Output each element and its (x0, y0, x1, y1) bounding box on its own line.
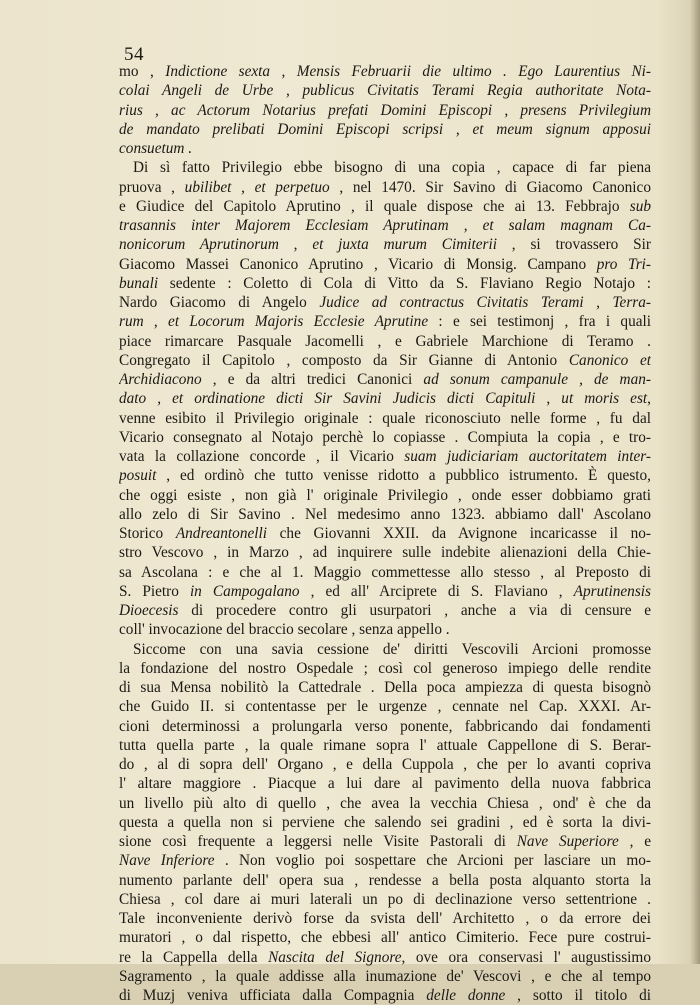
text-line (119, 524, 651, 543)
italic-text: Archidiacono (119, 371, 202, 388)
text-line (119, 216, 651, 235)
text-segment: venne esibito il Privilegio originale : quale riconosciuto nelle forme , fu dal (119, 409, 651, 427)
text-line (119, 659, 651, 678)
text-line (119, 505, 651, 524)
text-segment: tutta quella parte , la quale rimane sopra l' attuale Cappellone di S. Berar- (119, 736, 651, 754)
text-segment: di sua Mensa nobilitò la Cattedrale . Della poca ampiezza di questa bisognò (119, 679, 651, 696)
text-line (119, 620, 651, 639)
body-text (119, 62, 651, 1005)
text-segment: , sotto il titolo di (505, 987, 651, 1004)
text-line (119, 486, 651, 505)
text-segment: Congregato il Capitolo , composto da Sir Gianne di Antonio (119, 351, 569, 369)
text-line (119, 678, 651, 697)
italic-text: rum , et Locorum Majoris Ecclesie Aprutine (119, 313, 429, 331)
text-segment: , si trovassero Sir (496, 236, 651, 254)
italic-text: delle donne (426, 987, 506, 1004)
text-line (119, 640, 651, 659)
text-line (119, 62, 651, 81)
text-segment: sedente : Coletto di Cola di Vitto da S. Flaviano Regio Notajo : (158, 274, 651, 292)
italic-text: colai Angeli de Urbe , publicus Civitatis Terami Regia authoritate Nota- (119, 82, 651, 100)
text-line (119, 563, 651, 582)
text-segment: do , al di sopra dell' Organo , e della Cuppola , che per lo avanti copriva (119, 756, 651, 773)
text-line (119, 890, 651, 909)
text-segment: S. Pietro (119, 582, 190, 600)
text-segment: , e da altri tredici Canonici (201, 371, 424, 388)
italic-text: dato , et ordinatione dicti Sir Savini Judicis dicti Capituli , ut moris est (119, 390, 648, 408)
italic-text: Nave Superiore (516, 833, 619, 850)
text-line (119, 409, 651, 428)
text-line (119, 351, 651, 370)
text-segment: , nel 1470. Sir Savino di Giacomo Canonico (329, 178, 651, 196)
text-segment: Giacomo Massei Canonico Aprutino , Vicario di Monsig. Campano (119, 255, 597, 273)
text-segment: sione così frequente a leggersi nelle Visite Pastorali di (119, 833, 517, 850)
text-line (119, 466, 651, 485)
text-line (119, 697, 651, 716)
text-segment: stro Vescovo , in Marzo , ad inquirere sulle indebite alienazioni della Chie- (119, 544, 651, 562)
text-segment: muratori , o dal rispetto, che ebbesi all' antico Cimiterio. Fece pure costrui- (119, 929, 651, 947)
text-segment: . Non voglio poi sospettare che Arcioni per lasciare un mo- (214, 852, 651, 870)
italic-text: Nascita del Signore (268, 948, 402, 966)
text-line (119, 986, 651, 1005)
text-line (119, 255, 651, 274)
text-line (119, 235, 651, 254)
page-edge-shadow (690, 0, 700, 964)
text-line (119, 774, 651, 793)
italic-text: nonicorum Aprutinorum , et juxta murum Cimiterii (119, 236, 497, 254)
page-number: 54 (124, 44, 144, 65)
text-segment: la fondazione del nostro Ospedale ; così col generoso impiego delle rendite (119, 659, 651, 677)
text-line (119, 851, 651, 870)
text-segment: , (647, 390, 651, 408)
text-segment: che Guido II. si contentasse per le urgenze , cennate nel Cap. XXXI. Ar- (119, 698, 651, 716)
text-line (119, 543, 651, 562)
text-segment: mo , (119, 63, 166, 80)
text-segment: Vicario consegnato al Notajo perchè lo copiasse . Compiuta la copia , e tro- (119, 428, 651, 446)
text-segment: sa Ascolana : e che al 1. Maggio commettesse allo stesso , al Preposto di (119, 563, 651, 581)
text-line (119, 928, 651, 947)
text-segment: Siccome con una savia cessione de' diritti Vescovili Arcioni promosse (133, 640, 651, 658)
text-segment: che oggi esiste , non già l' originale Privilegio , onde esser dobbiamo grati (119, 486, 651, 504)
italic-text: in Campogalano (189, 582, 300, 600)
italic-text: pro Tri- (596, 255, 651, 273)
text-line (119, 755, 651, 774)
text-segment: cioni determinossi a prolungarla verso ponente, fabbricando dai fondamenti (119, 717, 651, 735)
text-segment: : e sei testimonj , fra i quali (428, 313, 651, 331)
text-line (119, 909, 651, 928)
text-line (119, 197, 651, 216)
italic-text: Aprutinensis (573, 582, 651, 600)
text-line (119, 717, 651, 736)
text-line (119, 428, 651, 447)
text-segment: che Giovanni XXII. da Avignone incaricasse il no- (267, 525, 651, 542)
text-line (119, 120, 651, 139)
text-line (119, 736, 651, 755)
italic-text: Andreantonelli (175, 525, 268, 542)
text-line (119, 274, 651, 293)
text-line (119, 81, 651, 100)
text-line (119, 332, 651, 351)
text-line (119, 794, 651, 813)
text-segment: e Giudice del Capitolo Aprutino , il quale dispose che ai 13. Febbrajo (119, 197, 630, 215)
text-line (119, 601, 651, 620)
text-segment: Sagramento , la quale addisse alla inumazione de' Vescovi , e che al tempo (119, 967, 651, 985)
text-line (119, 389, 651, 408)
text-line (119, 967, 651, 986)
text-segment: piace rimarcare Pasquale Jacomelli , e Gabriele Marchione di Teramo . (119, 332, 651, 350)
text-line (119, 370, 651, 389)
text-line (119, 447, 651, 466)
italic-text: sub (629, 197, 651, 215)
text-segment: numento parlante dell' opera sua , rendesse a bella posta alquanto storta la (119, 871, 651, 889)
text-line (119, 293, 651, 312)
text-segment: di procedere contro gli usurpatori , anche a via di censure e (178, 602, 651, 619)
italic-text: ad sonum campanule , de man- (423, 371, 651, 388)
text-segment: Tale inconveniente derivò forse da svista dell' Architetto , o da errore dei (119, 910, 651, 927)
text-segment: , ed ordinò che tutto venisse ridotto a pubblico istrumento. È questo, (156, 467, 651, 485)
text-segment: Nardo Giacomo di Angelo (119, 294, 320, 311)
text-line (119, 139, 651, 158)
text-segment: questa a quella non si perviene che salendo sei gradini , ed è sorta la divi- (119, 813, 651, 831)
text-segment: , ed all' Arciprete di S. Flaviano , (299, 582, 574, 600)
text-segment: allo zelo di Sir Savino . Nel medesimo anno 1323. abbiamo dall' Ascolano (119, 505, 651, 523)
text-line (119, 101, 651, 120)
italic-text: trasannis inter Majorem Ecclesiam Aprutinam , et salam magnam Ca- (119, 217, 651, 234)
italic-text: rius , ac Actorum Notarius prefati Domini Episcopi , presens Privilegium (119, 101, 651, 119)
text-segment: coll' invocazione del braccio secolare , senza appello . (119, 621, 450, 639)
italic-text: Judice ad contractus Civitatis Terami , Terra- (319, 294, 651, 311)
text-segment: vata la collazione concorde , il Vicario (119, 448, 405, 465)
text-line (119, 158, 651, 177)
italic-text: Indictione sexta , Mensis Februarii die ultimo . Ego Laurentius Ni- (165, 63, 651, 80)
text-segment: re la Cappella della (119, 948, 269, 966)
text-line (119, 178, 651, 197)
text-segment: un livello più alto di quello , che avea la vecchia Chiesa , ond' è che da (119, 794, 651, 812)
italic-text: de mandato prelibati Domini Episcopi scripsi , et meum signum apposui (119, 120, 651, 138)
italic-text: ubilibet , et perpetuo (184, 178, 330, 196)
text-line (119, 871, 651, 890)
text-segment: , ove ora conservasi l' augustissimo (401, 948, 651, 966)
italic-text: Nave Inferiore (119, 852, 215, 870)
text-segment: Di sì fatto Privilegio ebbe bisogno di una copia , capace di far piena (133, 159, 651, 177)
text-line (119, 582, 651, 601)
text-segment: pruova , (119, 178, 185, 196)
text-segment: di Muzj veniva ufficiata dalla Compagnia (119, 987, 427, 1004)
italic-text: Canonico et (568, 351, 651, 369)
italic-text: bunali (119, 274, 159, 292)
text-segment: Storico (119, 525, 176, 542)
italic-text: consuetum . (119, 140, 193, 157)
text-segment: l' altare maggiore . Piacque a lui dare al pavimento della nuova fabbrica (119, 775, 651, 793)
italic-text: suam judiciariam auctoritatem inter- (404, 448, 651, 465)
text-segment: Chiesa , col dare ai muri laterali un po di declinazione verso settentrione . (119, 890, 651, 908)
text-line (119, 312, 651, 331)
text-line (119, 832, 651, 851)
italic-text: Dioecesis (119, 602, 179, 619)
text-segment: , e (618, 833, 651, 850)
italic-text: posuit (119, 467, 157, 485)
text-line (119, 813, 651, 832)
